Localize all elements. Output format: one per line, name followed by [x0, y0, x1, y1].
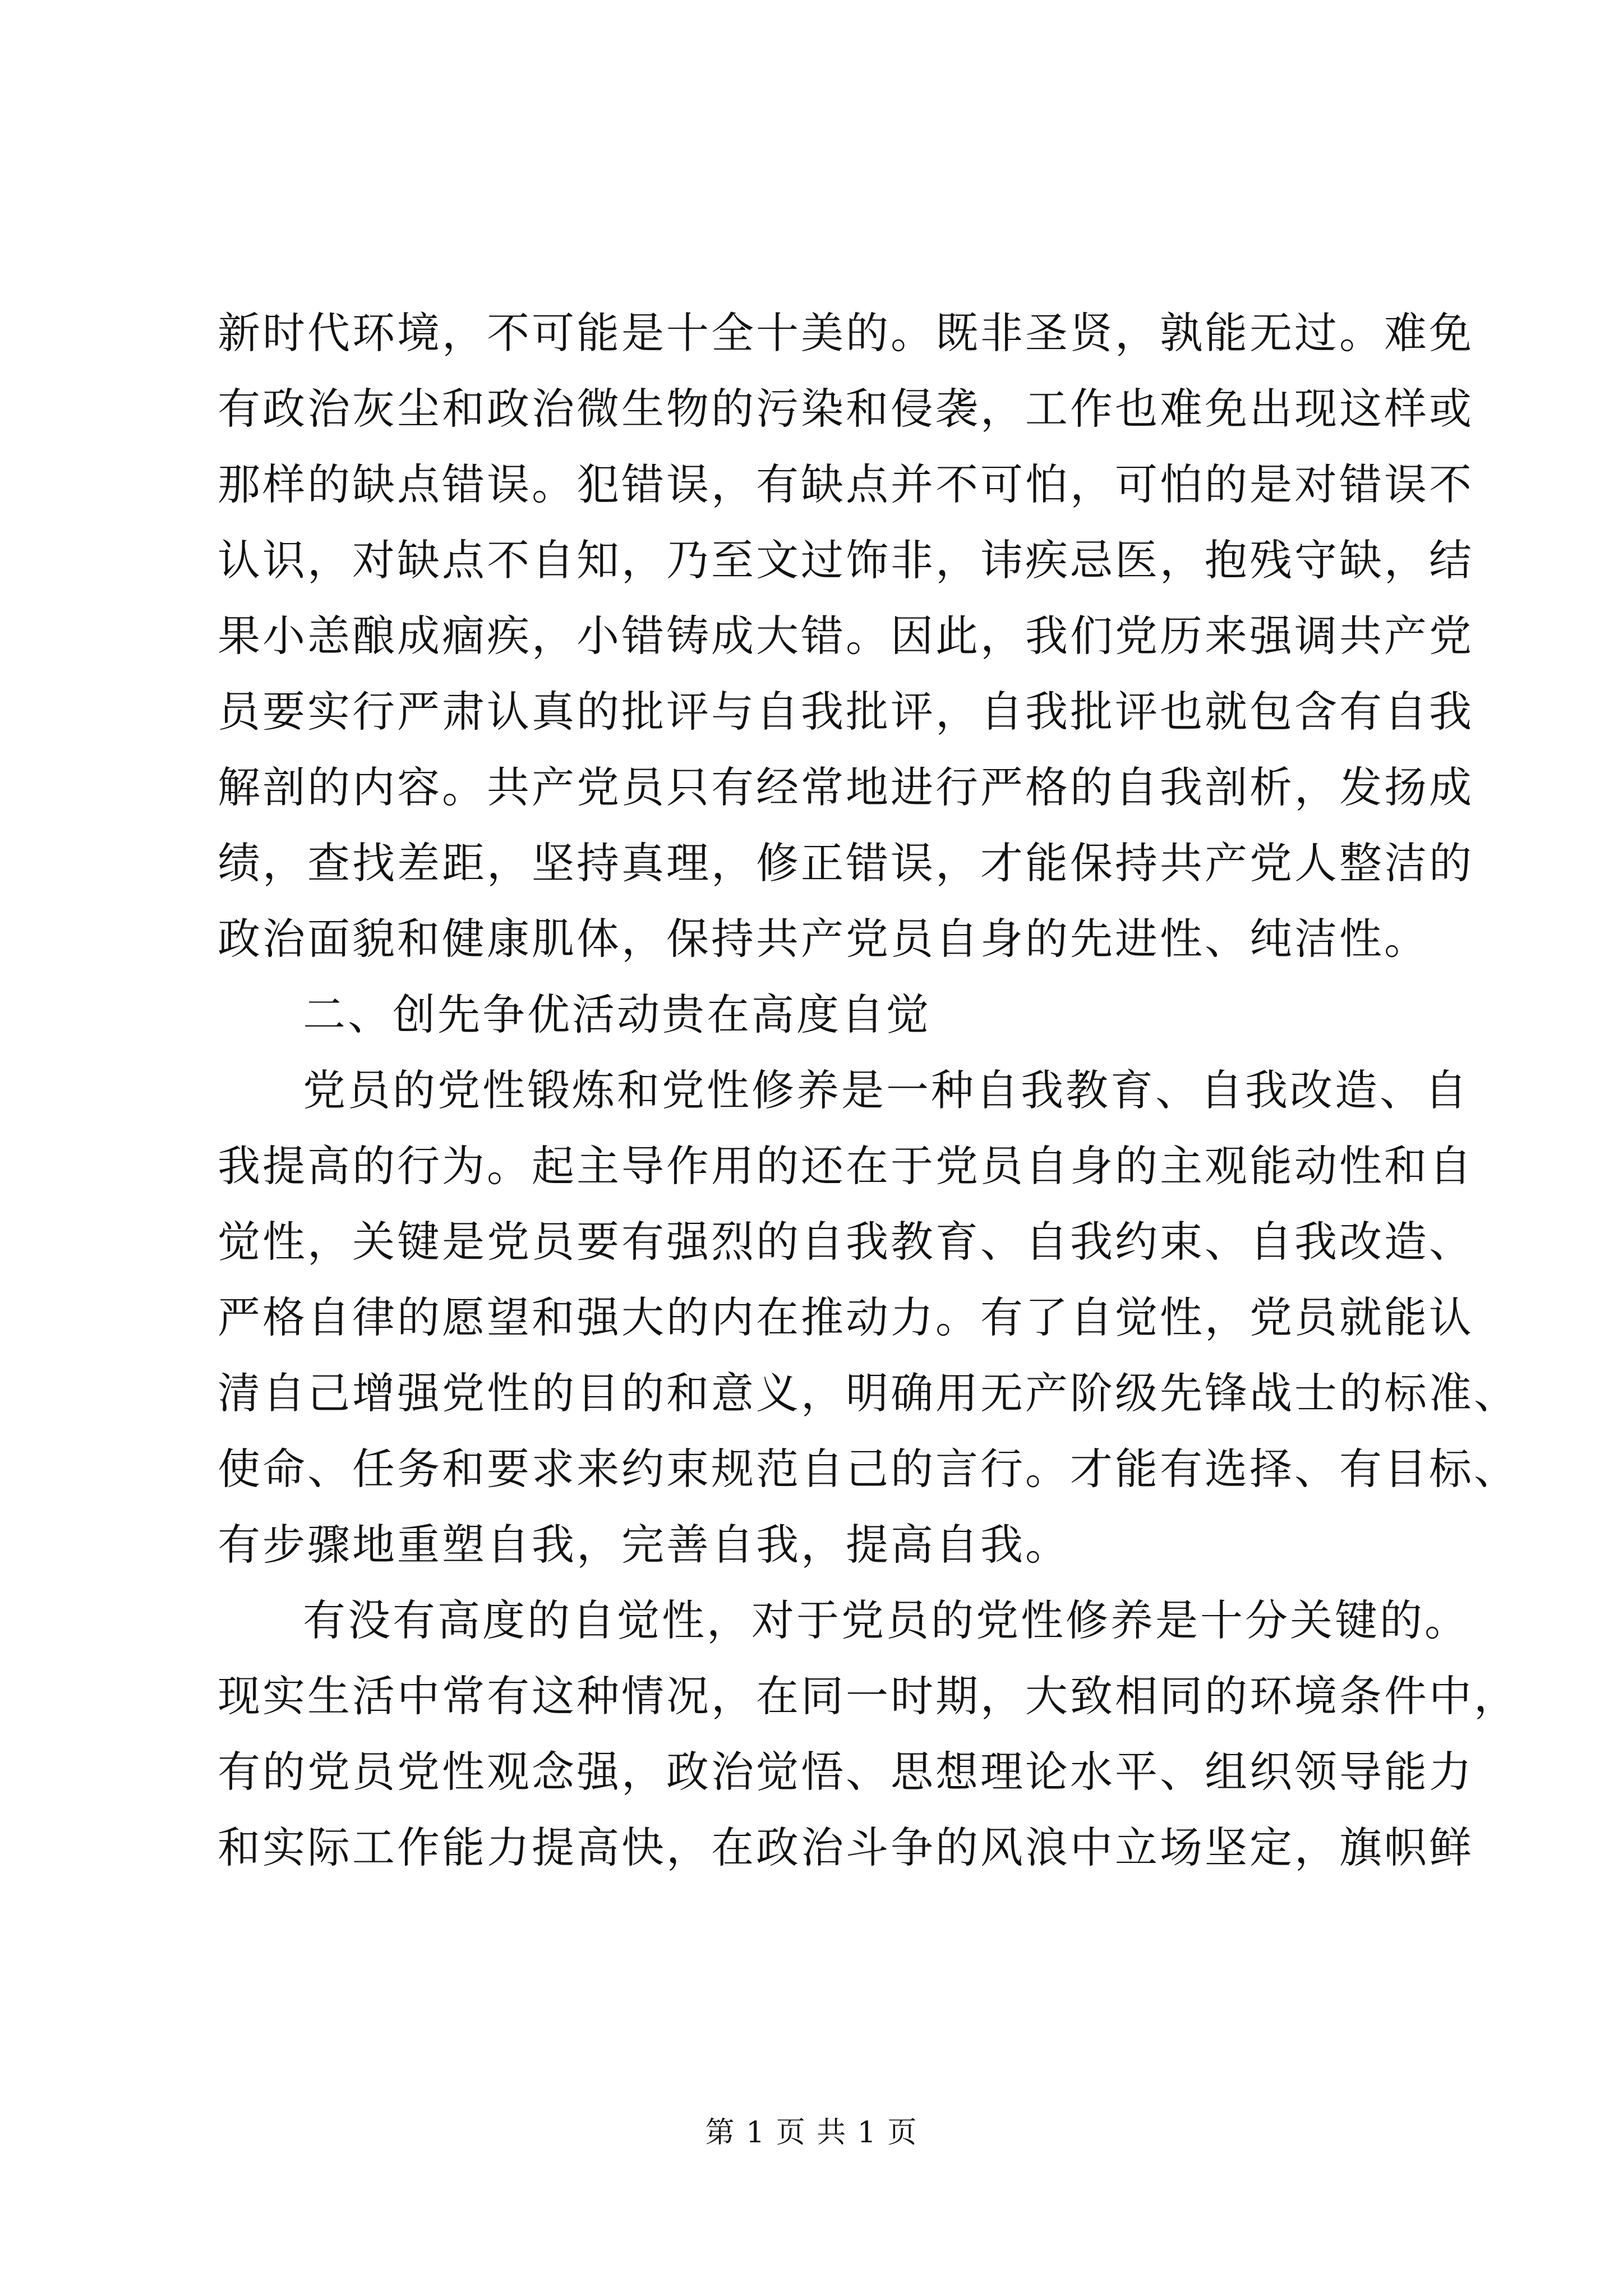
text-line-19: 现实生活中常有这种情况，在同一时期，大致相同的环境条件中， — [218, 1671, 1519, 1721]
text-line-21: 和实际工作能力提高快，在政治斗争的风浪中立场坚定，旗帜鲜 — [218, 1823, 1474, 1872]
text-line-17: 有步骤地重塑自我，完善自我，提高自我。 — [218, 1520, 1070, 1570]
text-line-6: 员要实行严肃认真的批评与自我批评，自我批评也就包含有自我 — [218, 687, 1474, 737]
text-line-13: 觉性，关键是党员要有强烈的自我教育、自我约束、自我改造、 — [218, 1217, 1474, 1267]
text-line-14: 严格自律的愿望和强大的内在推动力。有了自觉性，党员就能认 — [218, 1292, 1474, 1342]
text-line-9: 政治面貌和健康肌体，保持共产党员自身的先进性、纯洁性。 — [218, 914, 1429, 964]
text-line-11: 党员的党性锻炼和党性修养是一种自我教育、自我改造、自 — [303, 1065, 1469, 1115]
text-line-5: 果小恙酿成痼疾，小错铸成大错。因此，我们党历来强调共产党 — [218, 611, 1474, 661]
text-line-18: 有没有高度的自觉性，对于党员的党性修养是十分关键的。 — [303, 1595, 1469, 1645]
text-line-16: 使命、任务和要求来约束规范自己的言行。才能有选择、有目标、 — [218, 1444, 1519, 1494]
text-line-4: 认识，对缺点不自知，乃至文过饰非，讳疾忌医，抱残守缺，结 — [218, 535, 1474, 585]
text-line-8: 绩，查找差距，坚持真理，修正错误，才能保持共产党人整洁的 — [218, 838, 1474, 888]
page-footer: 第 1 页 共 1 页 — [705, 2116, 918, 2150]
text-line-1: 新时代环境，不可能是十全十美的。既非圣贤，孰能无过。难免 — [218, 308, 1474, 358]
text-line-20: 有的党员党性观念强，政治觉悟、思想理论水平、组织领导能力 — [218, 1747, 1474, 1797]
text-line-15: 清自己增强党性的目的和意义，明确用无产阶级先锋战士的标准、 — [218, 1368, 1519, 1418]
section-heading: 二、创先争优活动贵在高度自觉 — [303, 990, 931, 1039]
text-line-3: 那样的缺点错误。犯错误，有缺点并不可怕，可怕的是对错误不 — [218, 459, 1474, 509]
text-line-2: 有政治灰尘和政治微生物的污染和侵袭，工作也难免出现这样或 — [218, 384, 1474, 434]
text-line-7: 解剖的内容。共产党员只有经常地进行严格的自我剖析，发扬成 — [218, 762, 1474, 812]
text-line-12: 我提高的行为。起主导作用的还在于党员自身的主观能动性和自 — [218, 1141, 1474, 1191]
